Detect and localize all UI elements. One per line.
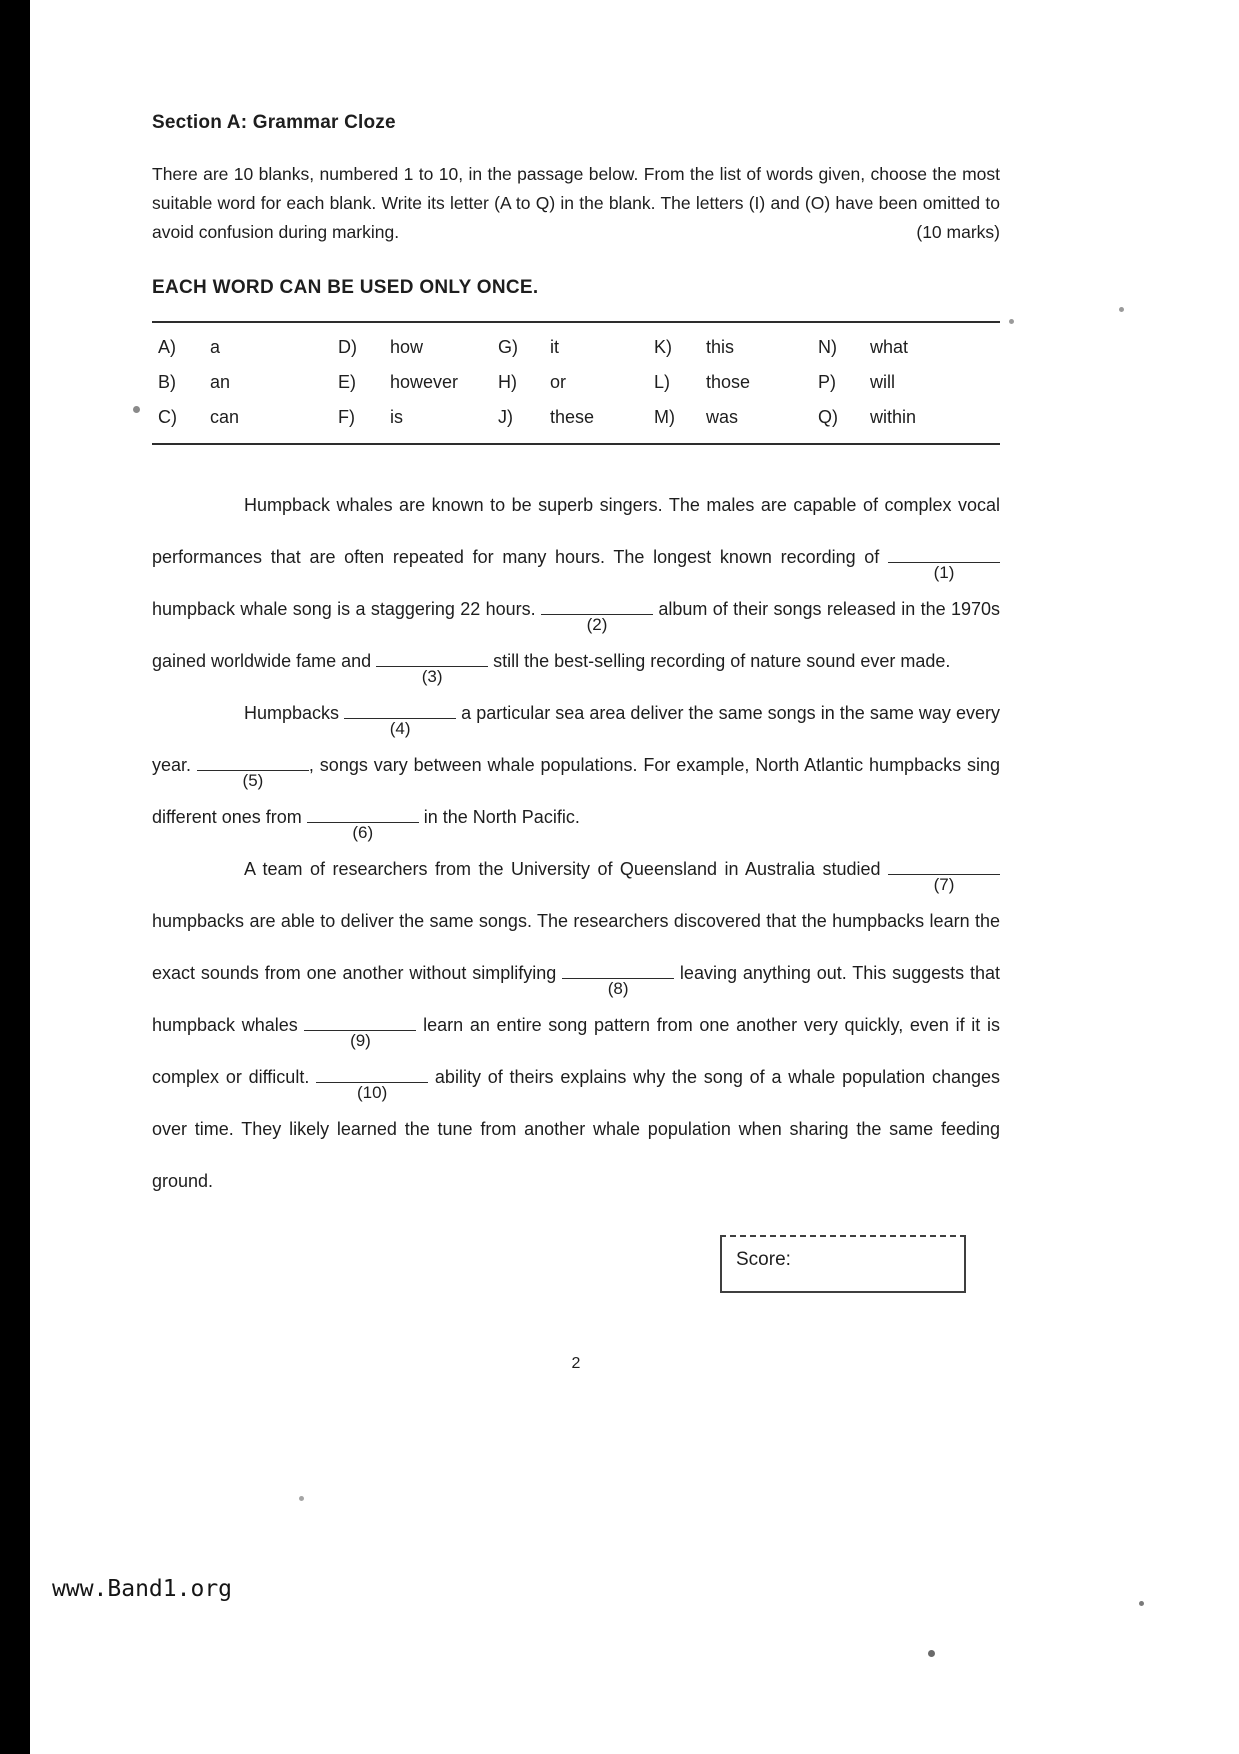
cloze-blank-6 [307, 809, 419, 842]
cloze-blank-10 [316, 1069, 428, 1102]
cloze-blank-5 [197, 757, 309, 790]
word-bank-word: an [210, 372, 231, 392]
passage-paragraph: Humpback whales are known to be superb singers. The males are capable of complex vocal performances that are often repeated for many hours. The longest known recording of (1) humpback whale song is a staggering 22 hours. (2) album of their songs released in the 1970s gained worldwide fame and (3) still the best-selling recording of nature sound ever made. [152, 495, 1000, 686]
word-bank-word: those [706, 372, 751, 392]
word-bank [152, 321, 1000, 445]
word-bank-word: however [390, 372, 459, 392]
passage [152, 479, 1000, 1207]
word-bank-letter: J) [498, 407, 513, 427]
word-bank-letter: N) [818, 337, 837, 357]
word-bank-letter: B) [158, 372, 176, 392]
cloze-blank-1 [888, 549, 1000, 582]
section-title: Section A: Grammar Cloze [152, 112, 396, 133]
word-bank-letter: Q) [818, 407, 838, 427]
word-bank-word: a [210, 337, 221, 357]
word-bank-word: is [390, 407, 403, 427]
word-bank-letter: P) [818, 372, 836, 392]
word-bank-word: what [870, 337, 909, 357]
word-bank-word: was [706, 407, 739, 427]
word-bank-word: will [870, 372, 895, 392]
blank-number: (8) [607, 979, 629, 998]
score-label: Score: [736, 1249, 791, 1270]
passage-paragraph: A team of researchers from the University of Queensland in Australia studied (7) humpbacks are able to deliver the same songs. The researchers discovered that the humpbacks learn the exact sounds from one another without simplifying (8) leaving anything out. This suggests that humpback whales (9) learn an entire song pattern from one another very quickly, even if it is complex or difficult. (10) ability of theirs explains why the song of a whale population changes over time. They likely learned the tune from another whale population when sharing the same feeding ground. [152, 859, 1000, 1191]
score-box [720, 1235, 966, 1293]
word-bank-letter: C) [158, 407, 177, 427]
cloze-blank-7 [888, 861, 1000, 894]
word-bank-word: can [210, 407, 240, 427]
blank-number: (9) [350, 1031, 371, 1050]
word-bank-letter: H) [498, 372, 517, 392]
blank-number: (10) [357, 1083, 388, 1102]
cloze-blank-9 [304, 1017, 416, 1050]
blank-number: (5) [242, 771, 264, 790]
word-bank-letter: A) [158, 337, 176, 357]
word-bank-word: this [706, 337, 735, 357]
blank-number: (7) [933, 875, 955, 894]
word-bank-letter: D) [338, 337, 357, 357]
watermark: www.Band1.org [52, 1576, 233, 1602]
word-bank-word: how [390, 337, 424, 357]
word-bank-letter: K) [654, 337, 672, 357]
word-bank-letter: F) [338, 407, 355, 427]
word-bank-word: these [550, 407, 595, 427]
word-bank-letter: L) [654, 372, 671, 392]
marks-label: (10 marks) [916, 222, 1000, 242]
passage-paragraph: Humpbacks (4) a particular sea area deliver the same songs in the same way every year. (5) , songs vary between whale populations. For example, North Atlantic humpbacks sing different ones from (6) in the North Pacific. [152, 703, 1000, 842]
word-bank-letter: M) [654, 407, 675, 427]
page-number: 2 [571, 1355, 581, 1372]
blank-number: (3) [421, 667, 443, 686]
blank-number: (2) [586, 615, 608, 634]
cloze-blank-8 [562, 965, 674, 998]
word-bank-word: within [870, 407, 917, 427]
cloze-blank-4 [344, 705, 456, 738]
cloze-blank-3 [376, 653, 488, 686]
exam-page [152, 112, 1000, 1373]
blank-number: (6) [352, 823, 374, 842]
word-bank-letter: E) [338, 372, 356, 392]
instructions [152, 160, 1000, 247]
scan-edge-strip [0, 0, 30, 1754]
word-bank-word: it [550, 337, 559, 357]
usage-note: EACH WORD CAN BE USED ONLY ONCE. [152, 277, 539, 298]
word-bank-letter: G) [498, 337, 518, 357]
blank-number: (4) [389, 719, 411, 738]
cloze-blank-2 [541, 601, 653, 634]
blank-number: (1) [933, 563, 955, 582]
instructions-text: There are 10 blanks, numbered 1 to 10, in the passage below. From the list of words given, choose the most suitable word for each blank. Write its letter (A to Q) in the blank. The letters (I) and (O) have been omitted to avoid confusion during marking. [152, 164, 1000, 242]
word-bank-word: or [550, 372, 567, 392]
scan-specks [0, 0, 3, 3]
